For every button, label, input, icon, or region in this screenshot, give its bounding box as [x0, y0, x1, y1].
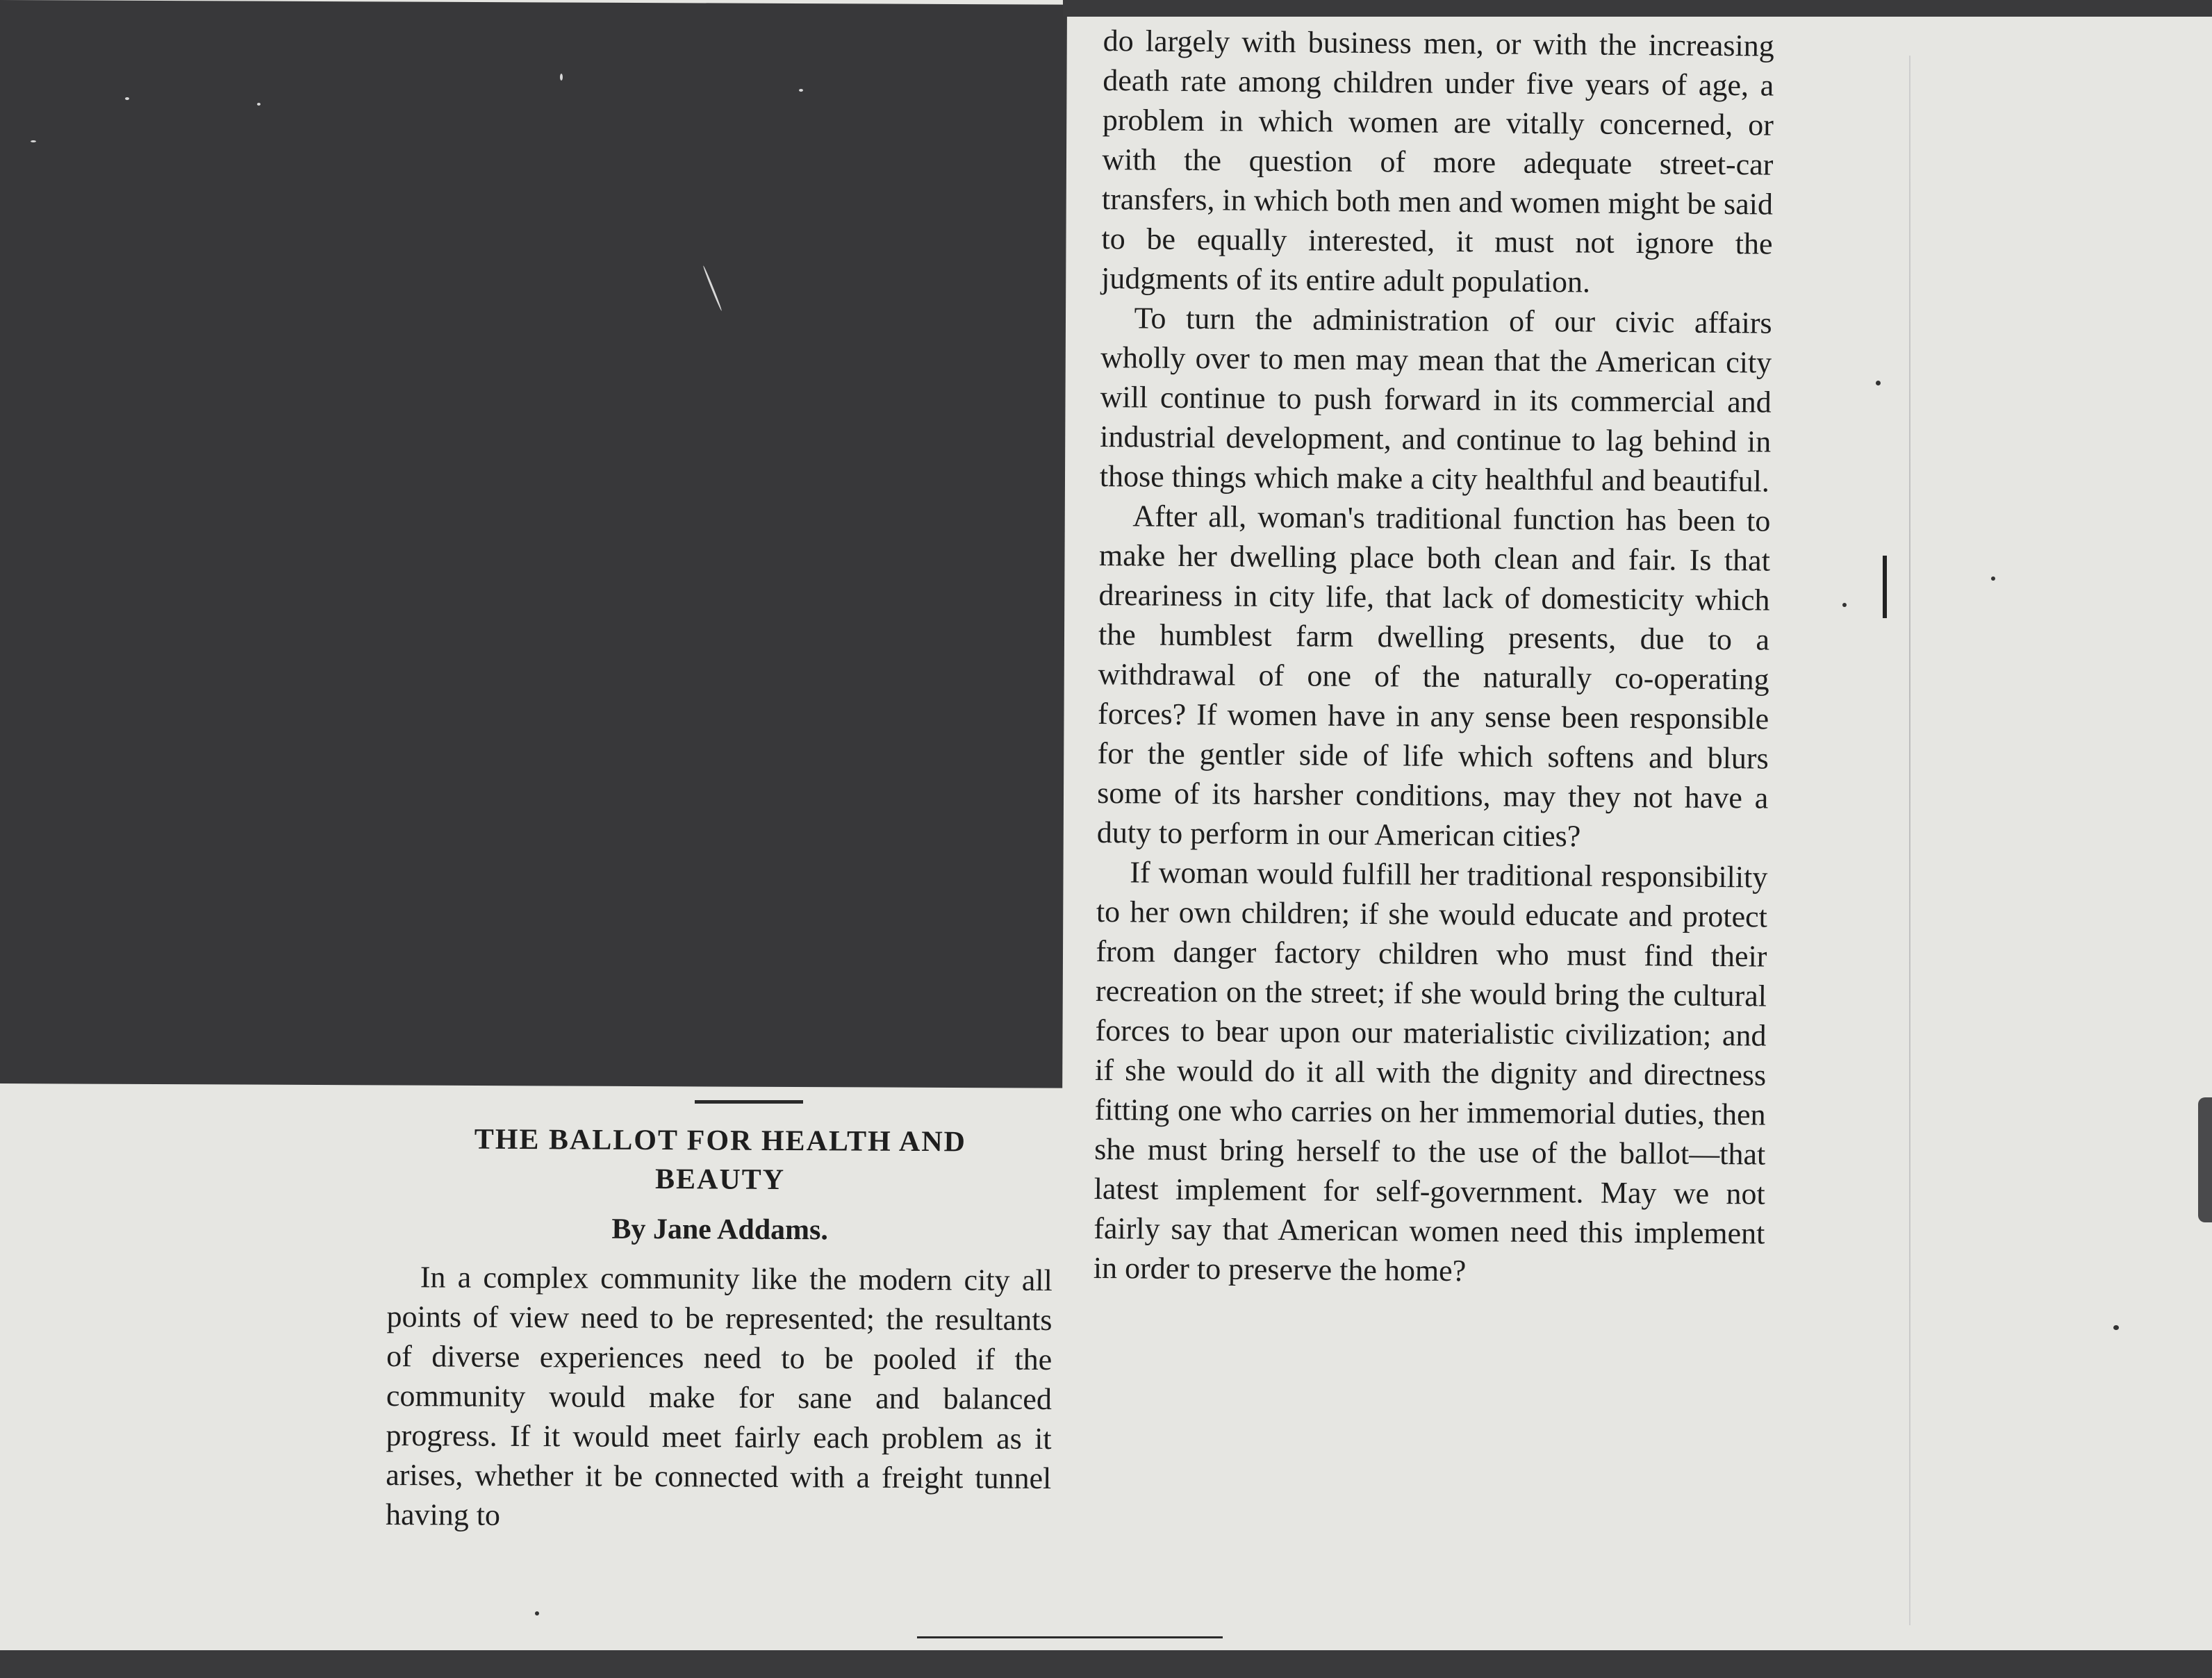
paragraph: If woman would fulfill her traditional responsibility to her own children; if she would educate and protect from danger factory children who must find their recreation on the street; if she would bring the cultural forces to bear upon our materialistic civilization; and if she would do it all with the dignity and directness fitting one who carries on her immemorial duties, then she must bring herself to the use of the ballot—that latest implement for self-government. May we not fairly say that American women need this implement in order to preserve the home?: [1093, 855, 1768, 1288]
paragraph: In a complex community like the modern city all points of view need to be represented; the resultants of diverse experiences need to be pooled if the community would make for sane and balanced progress. If it would meet fairly each problem as it arises, whether it be connected with a freight tunnel having to: [385, 1260, 1053, 1532]
header-rule: [695, 1100, 803, 1104]
article-title-line-2: BEAUTY: [654, 1163, 786, 1196]
unscanned-dark-area: [0, 0, 1067, 1088]
bottom-dark-edge: [0, 1650, 2212, 1678]
scan-speck: [535, 1611, 539, 1615]
margin-mark: [1883, 556, 1887, 618]
scan-speck: [799, 89, 803, 92]
footer-rule: [917, 1636, 1223, 1638]
right-dark-notch: [2198, 1097, 2212, 1222]
top-dark-edge: [1063, 0, 2212, 17]
article-title-line-1: THE BALLOT FOR HEALTH AND: [474, 1123, 967, 1158]
right-text-column: [1093, 21, 1774, 1293]
paragraph: do largely with business men, or with the increasing death rate among children under five years of age, a problem in which women are vitally concerned, or with the question of more adequate street-car transfers, in which both men and women might be said to be equally interested, it must not ignore the judgments of its entire adult population.: [1100, 23, 1774, 299]
scan-speck: [1991, 576, 1995, 581]
left-text-column: [386, 1120, 1053, 1538]
scan-speck: [1842, 603, 1847, 607]
scan-speck: [125, 97, 129, 100]
page-fold-line: [1909, 56, 1910, 1625]
scan-speck: [1876, 381, 1881, 385]
scan-speck: [257, 103, 261, 106]
scan-speck: [31, 140, 36, 142]
scan-speck: [560, 74, 563, 81]
scan-speck: [2113, 1325, 2119, 1330]
article-byline: By Jane Addams.: [611, 1213, 829, 1247]
paragraph: To turn the administration of our civic affairs wholly over to men may mean that the American city will continue to push forward in its commercial and industrial development, and continue to lag behind in those things which make a city healthful and beautiful.: [1099, 301, 1772, 499]
paragraph: After all, woman's traditional function has been to make her dwelling place both clean and fair. Is that dreariness in city life, that lack of domesticity which the humblest farm dwelling presents, due to a withdrawal of one of the naturally co-operating forces? If women have in any sense been responsible for the gentler side of life which softens and blurs some of its harsher conditions, may they not have a duty to perform in our American cities?: [1096, 499, 1771, 854]
